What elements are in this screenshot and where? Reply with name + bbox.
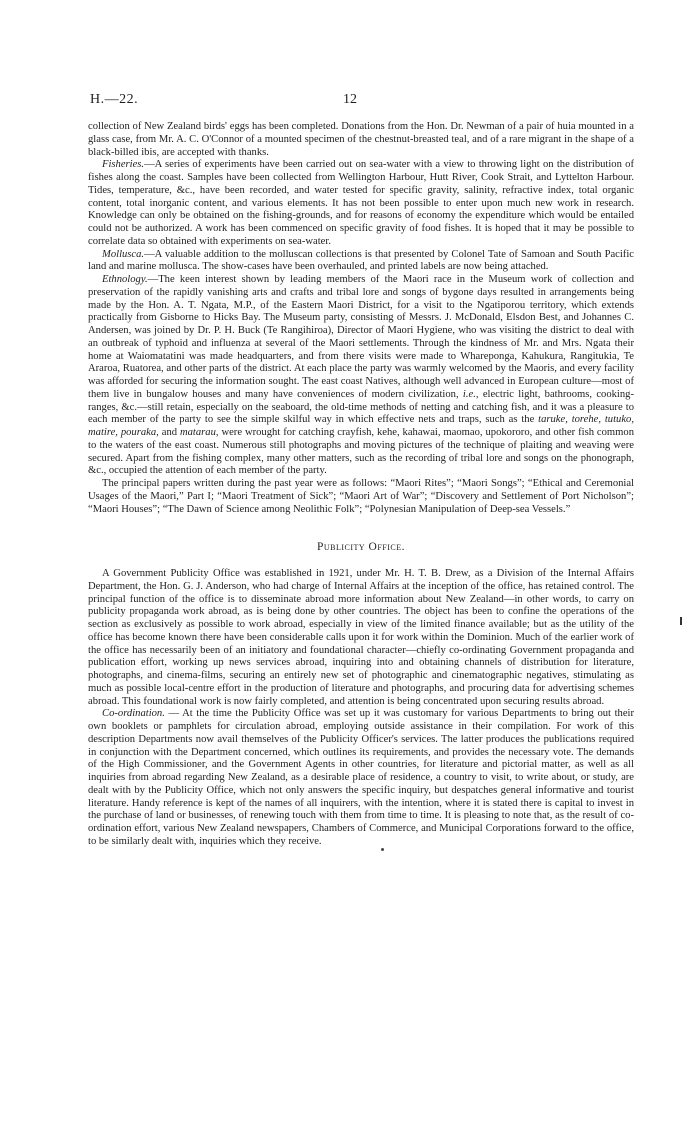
ethnology-text-1: —The keen interest shown by leading members of the Maori race in the Museum work of collection and preservation of the rapidly vanishing arts and crafts and tribal lore and songs of bygone days resulted in arrangements being made by the Hon. A. T. Ngata, M.P., of the Eastern Maori District, for a visit to the Ngatiporou territory, which extends practically from Gisborne to Hicks Bay. The Museum party, consisting of Messrs. J. McDonald, Elsdon Best, and Johannes C. Andersen, was joined by Dr. P. H. Buck (Te Rangihiroa), Director of Maori Hygiene, who was visiting the district to deal with an outbreak of typhoid and influenza at several of the Maori settlements. Through the kindness of Mr. and Mrs. Ngata their home at Waiomatatini was made headquarters, and from there visits were made to Whareponga, Kahukura, Rangitukia, Te Araroa, Ruatorea, and other parts of the district. At each place the party was warmly welcomed by the Maoris, and every facility was afforded for securing the information sought. The east coast Natives, although well advanced in European culture—most of them live in bungalow houses and many have conveniences of modern civilization, — [88, 274, 634, 400]
fisheries-label: Fisheries. — [102, 159, 145, 171]
section-heading: Publicity Office. — [316, 541, 406, 554]
mollusca-text: —A valuable addition to the molluscan collections is that presented by Colonel Tate of Samoan and South Pacific land and marine mollusca. The show-cases have been overhauled, and printed labels are now being attached. — [88, 248, 634, 273]
ethnology-ie: i.e. — [462, 388, 476, 400]
body-text — [88, 121, 634, 849]
paragraph-ethnology — [88, 274, 634, 478]
paragraph-coordination — [88, 708, 634, 848]
ethnology-label: Ethnology. — [102, 274, 148, 285]
ethnology-text-2: , electric light, bathrooms, cooking-ranges, &c.—still retain, especially on the seaboard, the old-time methods of netting and catching fish, and it was a pleasure to each member of the party to see the simple skilful way in which effective nets and traps, such as the — [88, 388, 634, 426]
ethnology-traps-1: taruke, torehe, tutuko, matire, pouraka, — [88, 414, 634, 438]
paragraph-fisheries — [88, 159, 634, 248]
paragraph-publicity: A Government Publicity Office was established in 1921, under Mr. H. T. B. Drew, as a Division of the Internal Affairs Department, the Hon. G. J. Anderson, who had charge of Internal Affairs at the inception of the office, has retained control. The principal function of the office is to disseminate abroad more information about New Zealand—in other words, to carry on publicity propaganda work abroad, as is being done by other countries. The object has been to confine the operations of the section as exclusively as possible to work abroad, especially in view of the limited finance available; but as the utility of the office has become known there have been considerable calls upon it for work within the Dominion. Much of the earlier work of the office has necessarily been of an initiatory and foundational character—chiefly co-ordinating Government propaganda and publication effort, working up news services abroad, inquiring into and obtaining channels of distribution for literature, photographs, and cinema-films, securing an entirely new set of photographic and cinematographic negatives, stimulating as much as possible local-centre effort in the production of literature and photographs, and procuring data for advertising schemes abroad. This foundational work is now fairly completed, and attention is being concentrated upon securing results abroad. — [88, 568, 634, 707]
ethnology-traps-2: matarau — [179, 427, 216, 438]
paragraph-mollusca — [88, 249, 634, 275]
ethnology-and: and — [158, 427, 180, 438]
document-reference: H.—22. — [90, 92, 139, 107]
margin-mark — [680, 617, 682, 625]
mollusca-label: Mollusca. — [102, 248, 145, 260]
coordination-label: Co-ordination. — [102, 708, 165, 720]
print-speck — [381, 848, 384, 851]
coordination-text: — At the time the Publicity Office was set up it was customary for various Departments to bring out their own booklets or pamphlets for circulation abroad, employing outside assistance in their compilation. For work of this description Departments now avail themselves of the Publicity Officer's services. The latter produces the publications required in conjunction with the Department concerned, which outlines its requirements, and provides the necessary vote. The demands of the High Commissioner, and the Government Agents in other countries, for literature and pictorial matter, as well as all inquiries from abroad regarding New Zealand, as a desirable place of residence, a country to visit, to write about, or study, are dealt with by the Publicity Office, which not only answers the specific inquiry, but despatches general informative and tourist literature. Handy reference is kept of the names of all inquirers, with the intention, where it is stated there is capital to invest in the purchase of land or businesses, of renewing touch with them from time to time. It is pleasing to note that, as the result of co-ordination effort, various New Zealand newspapers, Chambers of Commerce, and Municipal Corporations forward to the office, to be similarly dealt with, inquiries which they receive. — [88, 708, 634, 847]
fisheries-text: —A series of experiments have been carried out on sea-water with a view to throwing light on the distribution of fishes along the coast. Samples have been collected from Wellington Harbour, Hutt River, Cook Strait, and Lyttelton Harbour. Tides, temperature, &c., have been recorded, and water tested for specific gravity, salinity, refractive index, total organic content, total inorganic content, and various elements. It has not been possible to enter upon much new work in research. Knowledge can only be obtained on the fishing-grounds, and for reasons of economy the expenditure which would be entailed could not be authorized. A work has been commenced on specific gravity of food fishes. It is hoped that it may be possible to correlate data so obtained with experiments on sea-water. — [88, 159, 634, 247]
page-number: 12 — [343, 92, 357, 107]
ethnology-text-3: , were wrought for catching crayfish, kehe, kahawai, maomao, upokororo, and other fish common to the waters of the east coast. Numerous still photographs and moving pictures of the technique of plaiting and weaving were secured. Apart from the fishing complex, many other matters, such as the recording of tribal lore and songs on the phonograph, &c., occupied the attention of each member of the party. — [88, 427, 635, 477]
page-header — [90, 92, 610, 112]
paragraph-birds: collection of New Zealand birds' eggs has been completed. Donations from the Hon. Dr. Newman of a pair of huia mounted in a glass case, from Mr. A. C. O'Connor of a mounted specimen of the chestnut-breasted teal, and of a rare migrant in the shape of a black-billed ibis, are accepted with thanks. — [88, 121, 634, 158]
paragraph-papers: The principal papers written during the past year were as follows: “Maori Rites”; “Maori Songs”; “Ethical and Ceremonial Usages of the Maori,” Part I; “Maori Treatment of Sick”; “Maori Art of War”; “Discovery and Settlement of Port Nicholson”; “Maori Houses”; “The Dawn of Science among Neolithic Folk”; “Polynesian Manipulation of Deep-sea Vessels.” — [88, 478, 634, 515]
